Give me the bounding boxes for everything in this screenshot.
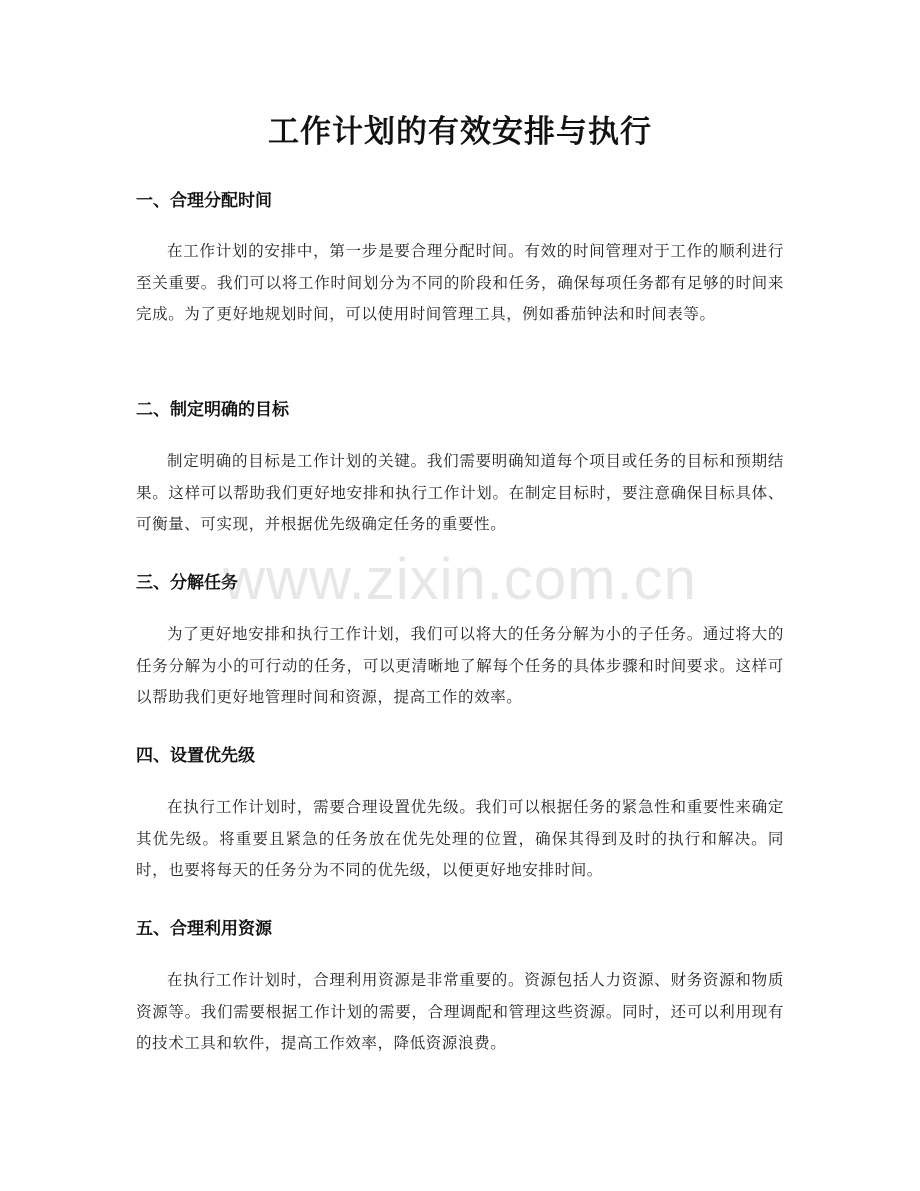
section-body-3: 为了更好地安排和执行工作计划，我们可以将大的任务分解为小的子任务。通过将大的任务分解为小的可行动的任务，可以更清晰地了解每个任务的具体步骤和时间要求。这样可以帮助我们更好地管理时间和资源，提高工作的效率。	[136, 625, 784, 706]
page-title: 工作计划的有效安排与执行	[268, 114, 652, 150]
watermark-text: www.zixin.com.cn	[223, 547, 697, 612]
section-body-2: 制定明确的目标是工作计划的关键。我们需要明确知道每个项目或任务的目标和预期结果。这样可以帮助我们更好地安排和执行工作计划。在制定目标时，要注意确保目标具体、可衡量、可实现，并根据优先级确定任务的重要性。	[136, 452, 784, 533]
section-body-1: 在工作计划的安排中，第一步是要合理分配时间。有效的时间管理对于工作的顺利进行至关重要。我们可以将工作时间划分为不同的阶段和任务，确保每项任务都有足够的时间来完成。为了更好地规划时间，可以使用时间管理工具，例如番茄钟法和时间表等。	[136, 242, 784, 323]
section-body-5: 在执行工作计划时，合理利用资源是非常重要的。资源包括人力资源、财务资源和物质资源等。我们需要根据工作计划的需要，合理调配和管理这些资源。同时，还可以利用现有的技术工具和软件，提高工作效率，降低资源浪费。	[136, 971, 784, 1052]
section-heading-2: 二、制定明确的目标	[136, 400, 289, 420]
section-heading-1: 一、合理分配时间	[136, 191, 272, 211]
section-heading-4: 四、设置优先级	[136, 746, 255, 766]
section-heading-3: 三、分解任务	[136, 573, 238, 593]
section-body-4: 在执行工作计划时，需要合理设置优先级。我们可以根据任务的紧急性和重要性来确定其优先级。将重要且紧急的任务放在优先处理的位置，确保其得到及时的执行和解决。同时，也要将每天的任务分为不同的优先级，以便更好地安排时间。	[136, 798, 784, 879]
section-heading-5: 五、合理利用资源	[136, 919, 272, 939]
